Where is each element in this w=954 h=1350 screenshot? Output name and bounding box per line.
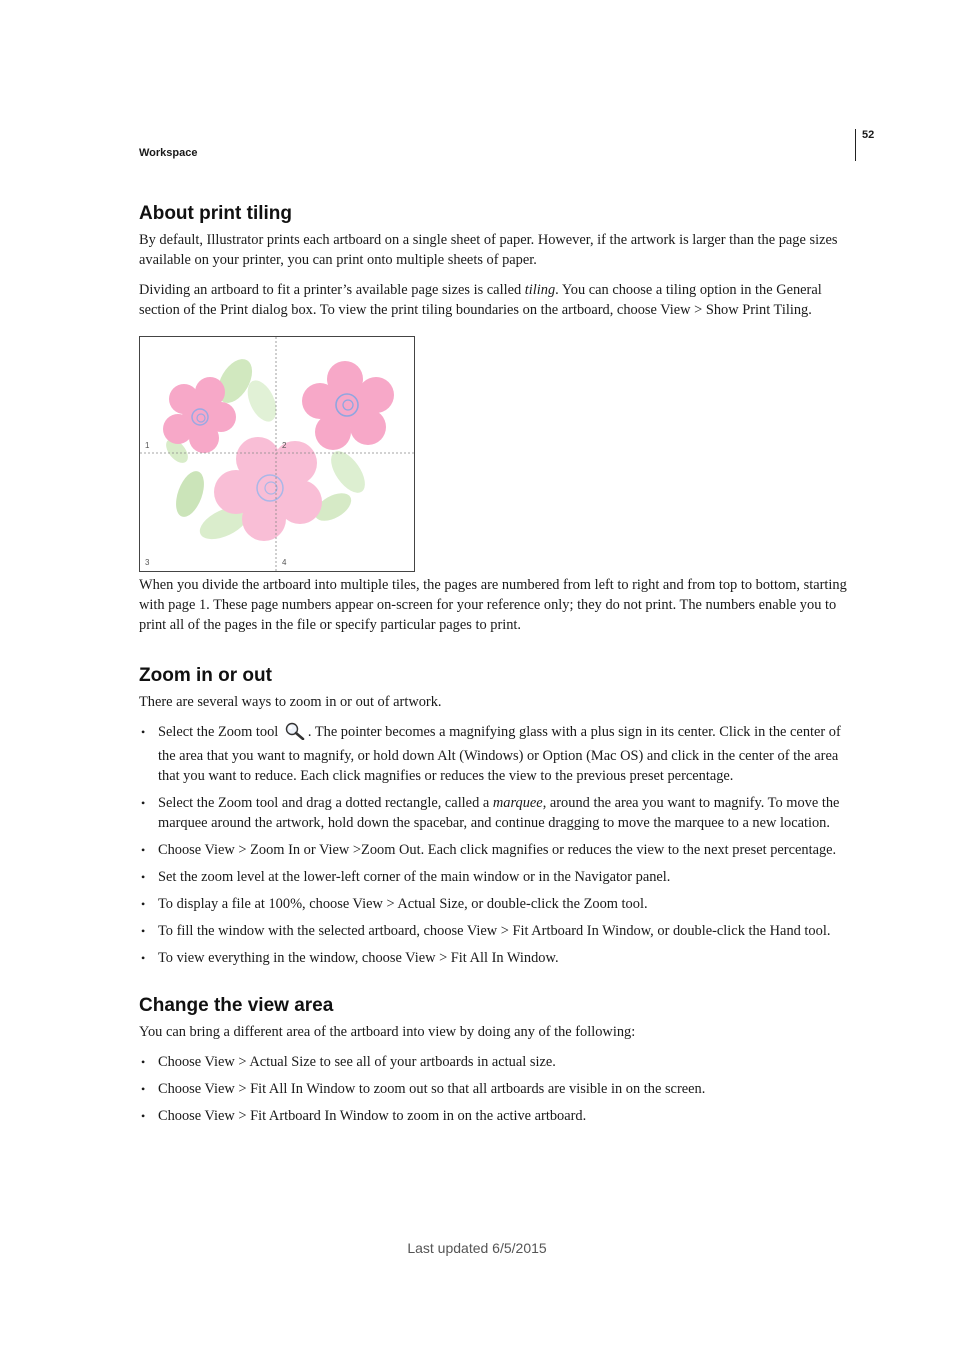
text-run: , around the area you want to magnify. To move the marquee around the artwork, hold down the spacebar, and continue dragging to move the marquee to a new location. <box>158 795 840 831</box>
zoom-tool-icon <box>284 722 306 746</box>
term-tiling: tiling <box>524 282 556 298</box>
list-item <box>139 793 854 833</box>
list-item: • Set the zoom level at the lower-left corner of the main window or in the Navigator panel. <box>139 867 854 887</box>
text-run: Select the Zoom tool and drag a dotted rectangle, called a <box>158 795 493 811</box>
tile-number-2: 2 <box>282 441 287 450</box>
list-item: • To display a file at 100%, choose View > Actual Size, or double-click the Zoom tool. <box>139 894 854 914</box>
section-view-area <box>139 994 854 1126</box>
header-rule <box>855 129 856 161</box>
paragraph: There are several ways to zoom in or out of artwork. <box>139 694 442 710</box>
text-run: Select the Zoom tool <box>158 724 282 740</box>
text-run: Dividing an artboard to fit a printer’s available page sizes is called <box>139 282 525 298</box>
section-title-print-tiling: About print tiling <box>139 203 293 224</box>
list-item: • Choose View > Zoom In or View >Zoom Out. Each click magnifies or reduces the view to the next preset percentage. <box>139 840 854 860</box>
running-head: Workspace <box>139 147 198 159</box>
bullet-list <box>139 722 854 968</box>
paragraph: You can bring a different area of the artboard into view by doing any of the following: <box>139 1024 636 1040</box>
paragraph: By default, Illustrator prints each artboard on a single sheet of paper. However, if the artwork is larger than the page sizes available on your printer, you can print onto multiple sheets of paper. <box>139 232 838 268</box>
tile-number-4: 4 <box>282 558 287 567</box>
flower-artwork <box>140 337 414 571</box>
page-content <box>139 202 854 1133</box>
text-run: . You can choose a tiling option in the General section of the Print dialog box. To view the print tiling boundaries on the artboard, choose View > Show Print Tiling. <box>139 282 822 318</box>
footer-last-updated: Last updated 6/5/2015 <box>407 1240 547 1256</box>
list-item: • Choose View > Fit Artboard In Window to zoom in on the active artboard. <box>139 1106 854 1126</box>
term-marquee: marquee <box>492 795 543 811</box>
list-item: • Choose View > Fit All In Window to zoom out so that all artboards are visible in on the screen. <box>139 1079 854 1099</box>
section-title-zoom: Zoom in or out <box>139 665 272 686</box>
tile-number-1: 1 <box>145 441 150 450</box>
text-run: . The pointer becomes a magnifying glass with a plus sign in its center. Click in the center of the area that you want to magnify, or hold down Alt (Windows) or Option (Mac OS) and click in the center of the area that you want to reduce. Each click magnifies or reduces the view to the previous preset percentage. <box>158 724 841 784</box>
list-item: • To fill the window with the selected artboard, choose View > Fit Artboard In Window, or double-click the Hand tool. <box>139 921 854 941</box>
section-title-view-area: Change the view area <box>139 995 334 1016</box>
section-zoom <box>139 664 854 968</box>
paragraph: When you divide the artboard into multiple tiles, the pages are numbered from left to right and from top to bottom, starting with page 1. These page numbers appear on-screen for your reference only; they do not print. The numbers enable you to print all of the pages in the file or specify particular pages to print. <box>139 577 847 633</box>
paragraph <box>139 280 854 320</box>
section-print-tiling <box>139 202 854 635</box>
flower-top-right <box>302 361 394 450</box>
tile-number-3: 3 <box>145 558 150 567</box>
print-tiling-figure <box>139 336 415 572</box>
list-item: • Choose View > Actual Size to see all of your artboards in actual size. <box>139 1052 854 1072</box>
bullet-list <box>139 1052 854 1126</box>
list-item: • To view everything in the window, choose View > Fit All In Window. <box>139 948 854 968</box>
list-item <box>139 722 854 786</box>
page-number: 52 <box>862 129 875 141</box>
